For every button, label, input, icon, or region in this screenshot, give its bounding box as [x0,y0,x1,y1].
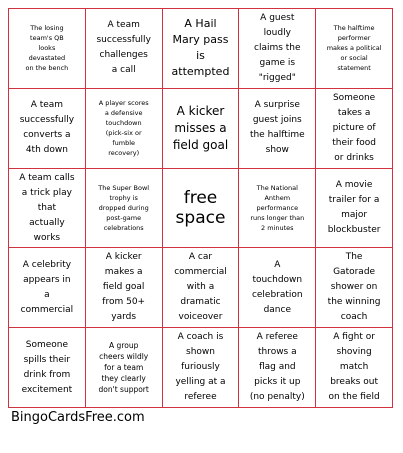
cell-text: A celebrity appears in a commercial [20,259,74,315]
bingo-cell [9,169,86,249]
bingo-cell [316,9,393,89]
cell-text: The Super Bowl trophy is dropped during post-game celebrations [98,183,150,232]
cell-text: The halftime performer makes a political or social statement [326,24,382,73]
cell-text: Someone spills their drink from excitement [21,339,73,395]
bingo-cell [239,89,316,169]
cell-text: A team calls a trick play that actually works [19,172,75,243]
bingo-cell [9,328,86,408]
cell-text: A Hail Mary pass is attempted [171,17,230,79]
cell-text: A fight or shoving match breaks out on the field [328,332,380,403]
bingo-cell [86,169,163,249]
cell-text: A kicker makes a field goal from 50+ yards [102,252,146,323]
bingo-cell [9,89,86,169]
cell-text: A kicker misses a field goal [172,103,229,152]
cell-text: The National Anthem performance runs longer than 2 minutes [250,183,305,232]
bingo-cell [316,89,393,169]
cell-text: A guest loudly claims the game is "rigged" [254,12,301,83]
cell-text: A movie trailer for a major blockbuster [327,179,381,235]
bingo-cell [163,328,240,408]
cell-text: Someone takes a picture of their food or drinks [332,92,376,163]
bingo-cell [316,248,393,328]
bingo-cell [9,248,86,328]
cell-text: The Gatorade shower on the winning coach [327,252,381,323]
cell-text: The losing team's QB looks devastated on the bench [25,24,69,73]
free-space-text: free space [175,187,226,228]
site-watermark: BingoCardsFree.com [11,410,145,425]
bingo-cell [239,9,316,89]
bingo-cell [9,9,86,89]
bingo-cell [86,248,163,328]
cell-text: A team successfully challenges a call [96,20,151,76]
cell-text: A player scores a defensive touchdown (pick-six or fumble recovery) [98,99,149,158]
cell-text: A group cheers wildly for a team they clearly don't support [98,341,149,395]
bingo-cell [316,328,393,408]
free-space-cell [163,169,240,249]
cell-text: A team successfully converts a 4th down [19,100,75,156]
bingo-cell [163,89,240,169]
bingo-cell [316,169,393,249]
cell-text: A touchdown celebration dance [251,259,303,315]
bingo-cell [163,9,240,89]
bingo-cell [239,328,316,408]
cell-text: A surprise guest joins the halftime show [249,100,305,156]
cell-text: A referee throws a flag and picks it up (no penalty) [249,332,305,403]
cell-text: A coach is shown furiously yelling at a referee [175,332,226,403]
bingo-cell [86,328,163,408]
bingo-cell [239,248,316,328]
cell-text: A car commercial with a dramatic voiceover [174,252,227,323]
bingo-cell [86,89,163,169]
bingo-cell [86,9,163,89]
bingo-cell [239,169,316,249]
bingo-cell [163,248,240,328]
bingo-board [8,8,393,408]
